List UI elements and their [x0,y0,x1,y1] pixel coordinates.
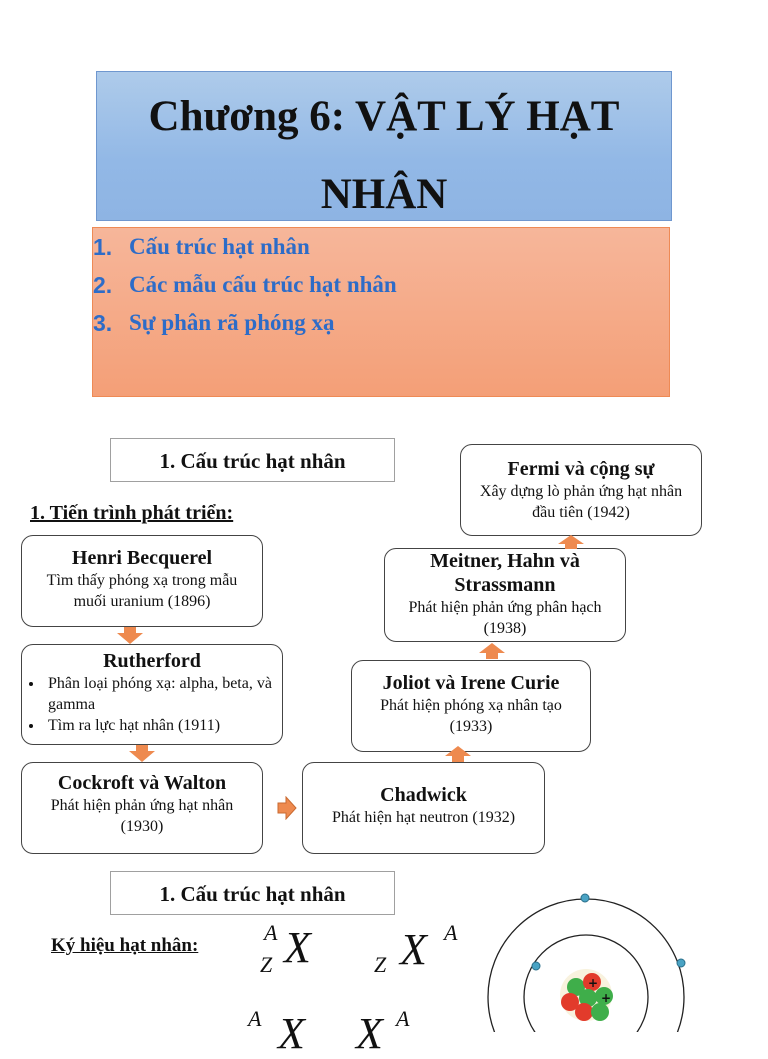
card-name: Fermi và cộng sự [507,458,655,480]
card-becquerel [21,535,263,627]
atom-icon [484,892,690,1032]
nuclide-notation-prefix [258,920,338,980]
arrow-down-icon [128,745,156,763]
card-desc: Phát hiện phóng xạ nhân tạo (1933) [380,697,562,735]
element-symbol: X [400,925,427,974]
mass-number: A [444,920,458,945]
topic-number: 2. [93,272,113,298]
section-header-2: 1. Cấu trúc hạt nhân [110,871,395,915]
card-bullets [22,673,282,736]
card-name: Chadwick [380,784,467,806]
chapter-title-line1: Chương 6: VẬT LÝ HẠT [148,93,620,140]
bullet-item: • Tìm ra lực hạt nhân (1911) [44,715,282,736]
card-name: Cockroft và Walton [57,772,227,794]
chapter-title-box [96,71,672,221]
card-desc: Phát hiện phản ứng hạt nhân (1930) [50,797,234,835]
mass-number: A [264,920,278,945]
card-name: Henri Becquerel [71,547,213,569]
card-name: Joliot và Irene Curie [382,672,560,694]
topic-text: Các mẫu cấu trúc hạt nhân [129,272,397,297]
nuclide-notation-alt [244,1004,444,1058]
atomic-number: Z [260,952,273,977]
card-desc: Phát hiện hạt neutron (1932) [331,809,516,826]
card-chadwick [302,762,545,854]
topic-item [93,230,669,268]
section-header: 1. Cấu trúc hạt nhân [110,438,395,482]
bullet-item: • Phân loại phóng xạ: alpha, beta, và gamma [44,673,282,715]
nuclide-notation-suffix [372,920,472,980]
svg-text:+: + [588,976,599,990]
mass-number: A [248,1006,262,1031]
arrow-up-icon [444,746,472,763]
element-symbol: X [278,1009,305,1058]
card-rutherford [21,644,283,745]
arrow-down-icon [116,627,144,645]
card-desc: Xây dựng lò phản ứng hạt nhân đầu tiên (1942) [479,483,683,521]
card-desc: Phát hiện phản ứng phân hạch (1938) [408,599,602,637]
topics-list [92,227,670,397]
chapter-title-line2: NHÂN [320,171,448,218]
timeline-subtitle: 1. Tiến trình phát triển: [30,502,234,524]
topic-number: 1. [93,234,113,260]
card-joliot [351,660,591,752]
arrow-right-icon [276,796,298,820]
element-symbol: X [284,923,311,972]
arrow-up-icon [557,535,585,550]
card-cockroft [21,762,263,854]
svg-text:+: + [601,991,612,1005]
atomic-number: Z [374,952,387,977]
topic-text: Sự phân rã phóng xạ [129,310,335,335]
card-meitner [384,548,626,642]
topic-item [93,306,669,344]
notation-label: Ký hiệu hạt nhân: [51,935,199,956]
topic-item [93,268,669,306]
card-name: Meitner, Hahn và Strassmann [430,550,580,596]
mass-number: A [396,1006,410,1031]
topic-text: Cấu trúc hạt nhân [129,234,310,259]
card-name: Rutherford [103,650,201,672]
element-symbol: X [356,1009,383,1058]
card-desc: Tìm thấy phóng xạ trong mẫu muối uranium (1896) [46,572,238,610]
card-fermi [460,444,702,536]
topic-number: 3. [93,310,113,336]
arrow-up-icon [478,643,506,660]
